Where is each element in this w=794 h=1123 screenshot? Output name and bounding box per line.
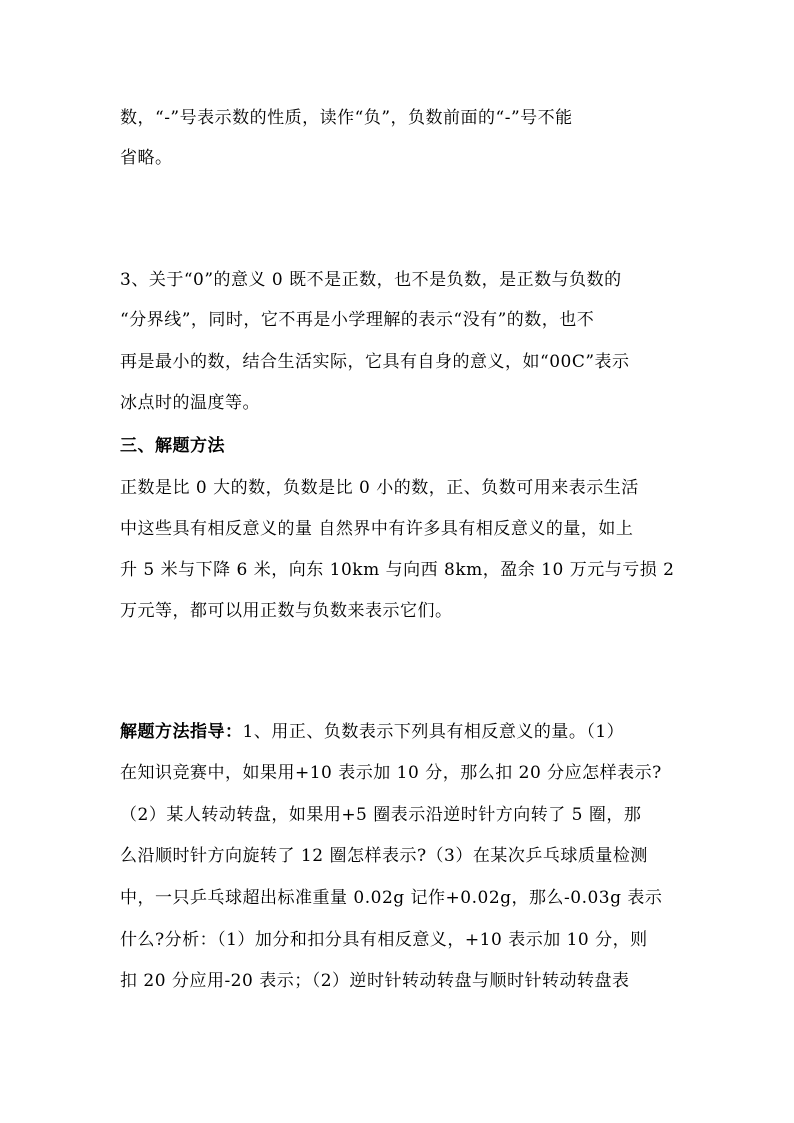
- paragraph-line: 升 5 米与下降 6 米，向东 10km 与向西 8km，盈余 10 万元与亏损 2: [120, 560, 675, 580]
- paragraph-line: 数，“-”号表示数的性质，读作“负”，负数前面的“-”号不能: [120, 108, 573, 128]
- paragraph-line: 3、关于“0”的意义 0 既不是正数，也不是负数，是正数与负数的: [120, 270, 622, 290]
- paragraph-text: 1、用正、负数表示下列具有相反意义的量。（1）: [242, 722, 625, 742]
- paragraph-line: 冰点时的温度等。: [120, 393, 260, 413]
- paragraph-line: 万元等，都可以用正数与负数来表示它们。: [120, 601, 453, 621]
- paragraph-line: 什么?分析：（1）加分和扣分具有相反意义，+10 表示加 10 分，则: [120, 930, 648, 950]
- paragraph-line: 再是最小的数，结合生活实际，它具有自身的意义，如“00C”表示: [120, 352, 630, 372]
- paragraph-line: （2）某人转动转盘，如果用+5 圈表示沿逆时针方向转了 5 圈，那: [120, 805, 642, 825]
- paragraph-line: 在知识竞赛中，如果用+10 表示加 10 分，那么扣 20 分应怎样表示?: [120, 763, 662, 783]
- section-heading: 三、解题方法: [120, 436, 225, 456]
- paragraph-line: 扣 20 分应用-20 表示；（2）逆时针转动转盘与顺时针转动转盘表: [120, 971, 630, 991]
- paragraph-line: 么沿顺时针方向旋转了 12 圈怎样表示?（3）在某次乒乓球质量检测: [120, 846, 648, 866]
- paragraph-line: [120, 720, 680, 744]
- bold-label: 解题方法指导：: [120, 722, 243, 742]
- paragraph-line: 中，一只乒乓球超出标准重量 0.02g 记作+0.02g，那么-0.03g 表示: [120, 888, 663, 908]
- paragraph-line: 中这些具有相反意义的量 自然界中有许多具有相反意义的量，如上: [120, 519, 634, 539]
- paragraph-line: “分界线”，同时，它不再是小学理解的表示“没有”的数，也不: [120, 310, 595, 330]
- paragraph-line: 省略。: [120, 148, 173, 168]
- paragraph-line: 正数是比 0 大的数，负数是比 0 小的数，正、负数可用来表示生活: [120, 478, 639, 498]
